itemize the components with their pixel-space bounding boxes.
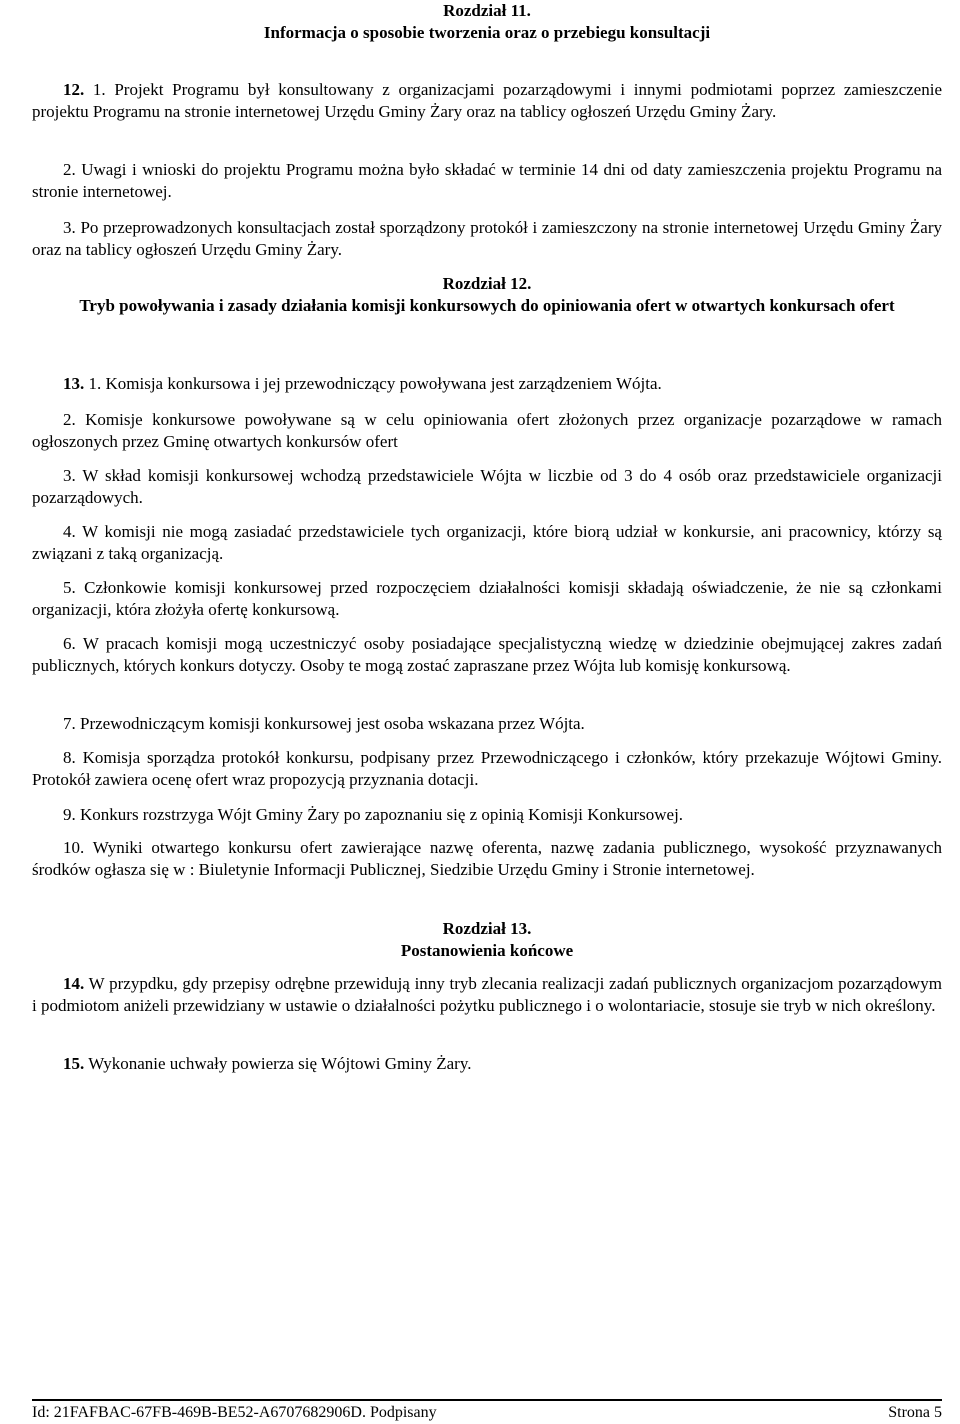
item-text: Konkurs rozstrzyga Wójt Gminy Żary po zapoznaniu się z opinią Komisji Konkursowej. xyxy=(80,805,684,824)
paragraph-number: 2. xyxy=(63,160,76,179)
section-15 xyxy=(32,1053,942,1075)
item-number: 10. xyxy=(63,838,85,857)
section-13-item-9 xyxy=(32,804,942,826)
section-13-item-7 xyxy=(32,713,942,735)
section-12-number: 12. xyxy=(63,80,85,99)
item-number: 6. xyxy=(63,634,76,653)
footer-divider xyxy=(32,1399,942,1401)
section-12-paragraph-3 xyxy=(32,217,942,261)
item-text: Przewodniczącym komisji konkursowej jest osoba wskazana przez Wójta. xyxy=(80,714,585,733)
section-14 xyxy=(32,973,942,1017)
chapter-13-title: Rozdział 13. xyxy=(442,919,532,938)
item-text: W pracach komisji mogą uczestniczyć osoby posiadające specjalistyczną wiedzę w dziedzinie obejmującej zakres zadań publicznych, których konkurs dotyczy. Osoby te mogą zostać zapraszane przez Wójta lub komisję konkursową. xyxy=(32,634,942,675)
section-13-number: 13. xyxy=(63,374,85,393)
item-number: 1. xyxy=(88,374,102,393)
item-text: W komisji nie mogą zasiadać przedstawiciele tych organizacji, które biorą udział w konkursie, ani pracownicy, którzy są związani z taką organizacją. xyxy=(32,522,942,563)
item-number: 4. xyxy=(63,522,76,541)
section-12-paragraph-1 xyxy=(32,79,942,123)
section-14-number: 14. xyxy=(63,974,85,993)
chapter-12-title: Rozdział 12. xyxy=(442,274,532,293)
item-number: 7. xyxy=(63,714,76,733)
chapter-11-title: Rozdział 11. xyxy=(443,1,531,20)
item-text: W skład komisji konkursowej wchodzą przedstawiciele Wójta w liczbie od 3 do 4 osób oraz przedstawiciele organizacji pozarządowych. xyxy=(32,466,942,507)
item-text: Komisja sporządza protokół konkursu, podpisany przez Przewodniczącego i członków, który przekazuje Wójtowi Gminy. Protokół zawiera ocenę ofert wraz propozycją przyznania dotacji. xyxy=(32,748,943,789)
section-13-item-1 xyxy=(32,373,942,395)
item-number: 5. xyxy=(63,578,76,597)
paragraph-number: 3. xyxy=(63,218,76,237)
section-13-item-10 xyxy=(32,837,942,881)
section-15-number: 15. xyxy=(63,1054,85,1073)
item-text: Komisja konkursowa i jej przewodniczący powoływana jest zarządzeniem Wójta. xyxy=(105,374,662,393)
chapter-13-subtitle: Postanowienia końcowe xyxy=(400,941,574,960)
item-text: Wyniki otwartego konkursu ofert zawierające nazwę oferenta, nazwę zadania publicznego, wysokość przyznawanych środków ogłasza się w : Biuletynie Informacji Publicznej, Siedzibie Urzędu Gminy i Stronie internetowej. xyxy=(32,838,942,879)
section-13-item-3 xyxy=(32,465,942,509)
item-number: 2. xyxy=(63,410,76,429)
item-number: 9. xyxy=(63,805,76,824)
item-text: Komisje konkursowe powoływane są w celu opiniowania ofert złożonych przez organizacje pozarządowe w ramach ogłoszonych przez Gminę otwartych konkursów ofert xyxy=(32,410,942,451)
chapter-12-subtitle: Tryb powoływania i zasady działania komisji konkursowych do opiniowania ofert w otwartych konkursach ofert xyxy=(79,296,895,315)
item-number: 3. xyxy=(63,466,76,485)
section-13-item-2 xyxy=(32,409,942,453)
paragraph-text: Po przeprowadzonych konsultacjach został sporządzony protokół i zamieszczony na stronie internetowej Urzędu Gminy Żary oraz na tablicy ogłoszeń Urzędu Gminy Żary. xyxy=(32,218,943,259)
section-12-paragraph-2 xyxy=(32,159,942,203)
paragraph-text: Projekt Programu był konsultowany z organizacjami pozarządowymi i innymi podmiotami poprzez zamieszczenie projektu Programu na stronie internetowej Urzędu Gminy Żary oraz na tablicy ogłoszeń Urzędu Gminy Żary. xyxy=(32,80,942,121)
section-13-item-5 xyxy=(32,577,942,621)
section-15-text: Wykonanie uchwały powierza się Wójtowi Gminy Żary. xyxy=(88,1054,472,1073)
footer-page-number: Strona 5 xyxy=(888,1404,942,1421)
section-13-item-8 xyxy=(32,747,942,791)
section-13-item-4 xyxy=(32,521,942,565)
footer-document-id: Id: 21FAFBAC-67FB-469B-BE52-A6707682906D. Podpisany xyxy=(32,1404,437,1421)
paragraph-text: Uwagi i wnioski do projektu Programu można było składać w terminie 14 dni od daty zamieszczenia projektu Programu na stronie internetowej. xyxy=(32,160,943,201)
paragraph-number: 1. xyxy=(92,80,106,99)
section-12 xyxy=(32,79,942,123)
chapter-11-subtitle: Informacja o sposobie tworzenia oraz o przebiegu konsultacji xyxy=(263,23,711,42)
section-14-text: W przypdku, gdy przepisy odrębne przewidują inny tryb zlecania realizacji zadań publicznych organizacjom pozarządowym i podmiotom aniżeli przewidziany w ustawie o działalności pożytku publicznego i o wolontariacie, stosuje sie tryb w nich określony. xyxy=(32,974,942,1015)
item-text: Członkowie komisji konkursowej przed rozpoczęciem działalności komisji składają oświadczenie, że nie są członkami organizacji, która złożyła ofertę konkursową. xyxy=(32,578,943,619)
section-13-item-6 xyxy=(32,633,942,677)
item-number: 8. xyxy=(63,748,76,767)
